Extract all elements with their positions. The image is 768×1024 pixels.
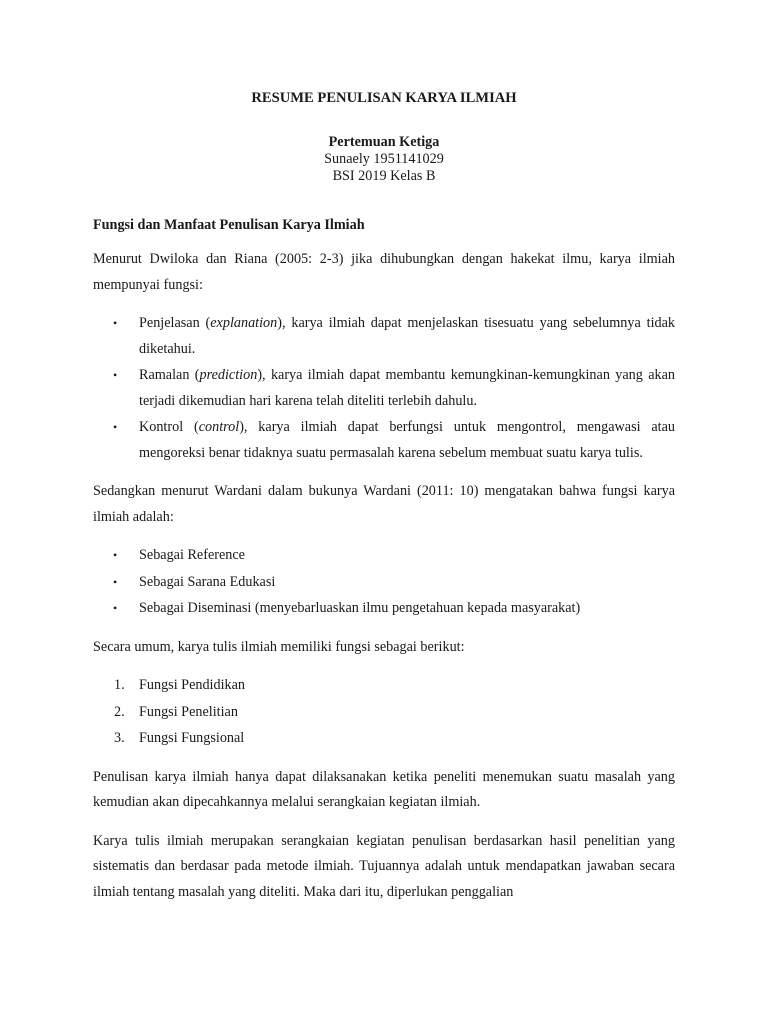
- list-item: [93, 543, 675, 569]
- list-item: [93, 570, 675, 596]
- wardani-list: [93, 543, 675, 622]
- list-item: [93, 363, 675, 414]
- list-item: [93, 700, 675, 726]
- list-item-text: Fungsi Penelitian: [139, 703, 238, 720]
- list-item-prefix: Penjelasan (: [139, 315, 211, 331]
- list-item: [93, 673, 675, 699]
- list-item: [93, 311, 675, 362]
- body-paragraph-scientific-writing: Karya tulis ilmiah merupakan serangkaian kegiatan penulisan berdasarkan hasil penelitian yang sistematis dan berdasar pada metode ilmiah. Tujuannya adalah untuk mendapatkan jawaban secara ilmiah tentang masalah yang diteliti. Maka dari itu, diperlukan penggalian: [93, 832, 675, 900]
- list-item-prefix: Ramalan (: [139, 367, 200, 383]
- bullet-icon: •: [113, 574, 118, 589]
- bullet-icon: •: [113, 368, 118, 382]
- class-line: BSI 2019 Kelas B: [332, 167, 436, 184]
- meeting-label: Pertemuan Ketiga: [328, 133, 440, 150]
- list-number: 2.: [114, 703, 125, 720]
- general-functions-list: [93, 673, 675, 752]
- list-item-suffix: ), karya ilmiah dapat berfungsi untuk mengontrol, mengawasi atau mengoreksi benar tidaknya suatu permasalah karena sebelum membuat suatu karya tulis.: [139, 419, 675, 461]
- list-item-text: Fungsi Pendidikan: [139, 677, 246, 693]
- section-heading: Fungsi dan Manfaat Penulisan Karya Ilmiah: [93, 216, 365, 233]
- list-item-italic-term: explanation: [210, 315, 278, 331]
- document-header-block: [93, 134, 675, 185]
- list-number: 3.: [114, 730, 125, 746]
- list-item-text: Sebagai Reference: [139, 547, 245, 563]
- document-body: [93, 86, 675, 918]
- document-title: RESUME PENULISAN KARYA ILMIAH: [251, 90, 517, 106]
- bullet-icon: •: [113, 420, 118, 434]
- wardani-paragraph: Sedangkan menurut Wardani dalam bukunya Wardani (2011: 10) mengatakan bahwa fungsi karya ilmiah adalah:: [93, 483, 675, 525]
- list-item-italic-term: control: [198, 419, 240, 435]
- list-item-suffix: ), karya ilmiah dapat membantu kemungkinan-kemungkinan yang akan terjadi dikemudian hari karena telah diteliti terlebih dahulu.: [139, 367, 675, 409]
- body-paragraph-research-problem: Penulisan karya ilmiah hanya dapat dilaksanakan ketika peneliti menemukan suatu masalah yang kemudian akan dipecahkannya melalui serangkaian kegiatan ilmiah.: [93, 768, 675, 810]
- author-line: Sunaely 1951141029: [324, 150, 444, 167]
- bullet-icon: •: [113, 316, 118, 330]
- list-item: [93, 415, 675, 466]
- list-item-italic-term: prediction: [199, 367, 258, 383]
- list-number: 1.: [114, 677, 125, 693]
- list-item: [93, 596, 675, 622]
- list-item-suffix: ), karya ilmiah dapat menjelaskan tisesuatu yang sebelumnya tidak diketahui.: [139, 315, 675, 357]
- list-item-text: Sebagai Diseminasi (menyebarluaskan ilmu pengetahuan kepada masyarakat): [139, 600, 581, 616]
- list-item-text: Fungsi Fungsional: [139, 730, 245, 746]
- intro-paragraph: Menurut Dwiloka dan Riana (2005: 2-3) jika dihubungkan dengan hakekat ilmu, karya ilmiah mempunyai fungsi:: [93, 251, 675, 293]
- bullet-icon: •: [113, 548, 118, 562]
- general-paragraph: Secara umum, karya tulis ilmiah memiliki fungsi sebagai berikut:: [93, 638, 465, 655]
- functions-list: [93, 311, 675, 466]
- list-item-prefix: Kontrol (: [139, 419, 199, 435]
- bullet-icon: •: [113, 601, 118, 615]
- list-item-text: Sebagai Sarana Edukasi: [139, 573, 276, 590]
- list-item: [93, 726, 675, 752]
